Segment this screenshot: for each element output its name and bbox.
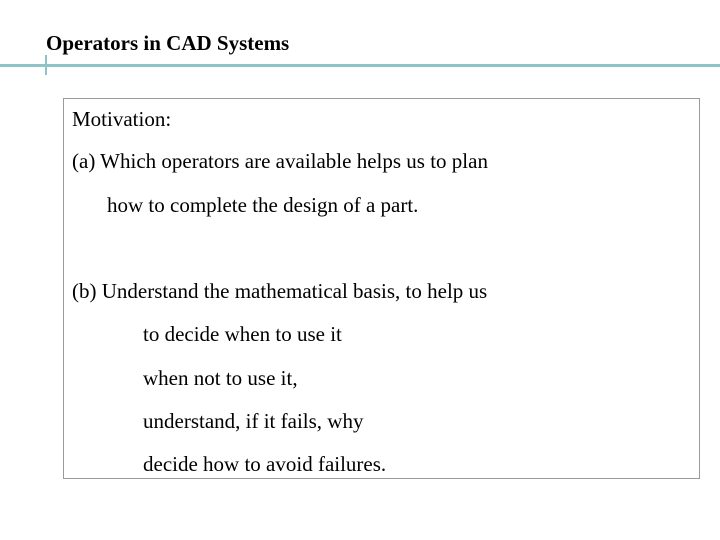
point-b-sub-item: when not to use it, xyxy=(143,366,298,390)
point-b-sub-item: decide how to avoid failures. xyxy=(143,452,387,476)
title-tick-mark xyxy=(45,55,47,75)
slide-title: Operators in CAD Systems xyxy=(46,31,290,55)
point-a-line-2: how to complete the design of a part. xyxy=(107,193,419,217)
motivation-heading: Motivation: xyxy=(72,107,172,131)
point-a-line-1: (a) Which operators are available helps us to plan xyxy=(72,149,488,173)
point-b-sub-item: understand, if it fails, why xyxy=(143,409,364,433)
point-b-sub-item: to decide when to use it xyxy=(143,322,342,346)
title-underline-rule xyxy=(0,64,720,67)
point-b-line-1: (b) Understand the mathematical basis, to help us xyxy=(72,279,488,303)
